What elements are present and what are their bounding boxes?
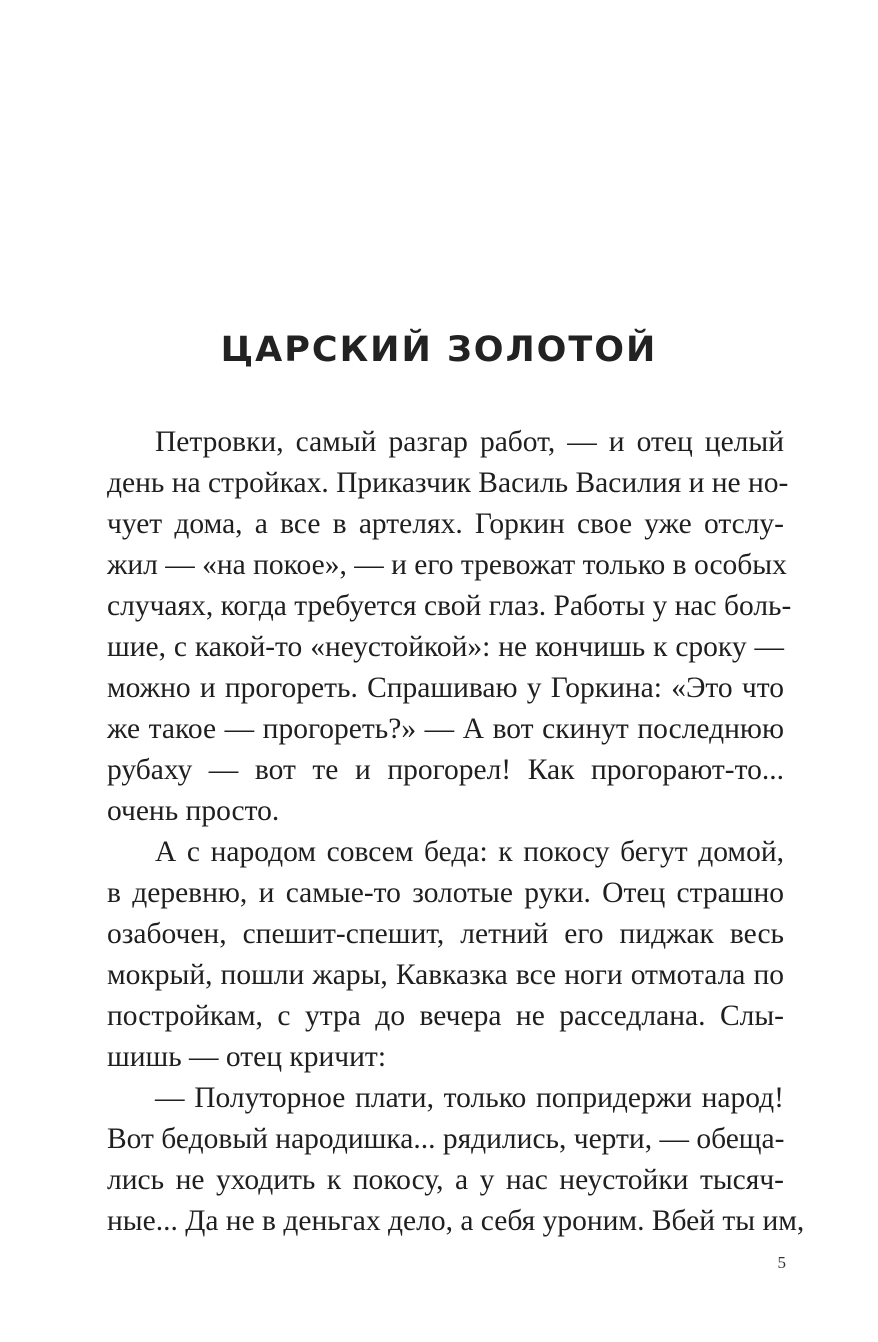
text-line: озабочен, спешит-спешит, летний его пиджак весь: [107, 918, 784, 950]
text-line: жил — «на покое», — и его тревожат только в особых: [107, 549, 787, 581]
text-line: можно и прогореть. Спрашиваю у Горкина: «Это что: [107, 672, 784, 704]
text-line: шишь — отец кричит:: [107, 1041, 387, 1073]
text-line: шие, с какой-то «неустойкой»: не кончишь к сроку —: [107, 631, 784, 663]
text-line: в деревню, и самые-то золотые руки. Отец страшно: [107, 877, 784, 909]
text-line: постройкам, с утра до вечера не расседлана. Слы-: [107, 1000, 784, 1032]
text-line: Петровки, самый разгар работ, — и отец целый: [155, 426, 784, 458]
text-line: рубаху — вот те и прогорел! Как прогорают-то...: [107, 754, 784, 786]
page-number: 5: [777, 1253, 786, 1272]
text-line: очень просто.: [107, 795, 280, 827]
text-line: — Полуторное плати, только попридержи народ!: [155, 1082, 784, 1114]
text-line: день на стройках. Приказчик Василь Василия и не но-: [107, 467, 789, 499]
text-line: мокрый, пошли жары, Кавказка все ноги отмотала по: [107, 959, 784, 991]
text-line: ные... Да не в деньгах дело, а себя уроним. Вбей ты им,: [107, 1205, 805, 1237]
text-line: чует дома, а все в артелях. Горкин свое уже отслу-: [107, 508, 784, 540]
text-line: А с народом совсем беда: к покосу бегут домой,: [155, 836, 784, 868]
text-line: Вот бедовый народишка... рядились, черти, — обеща-: [107, 1123, 785, 1155]
text-line: случаях, когда требуется свой глаз. Работы у нас боль-: [107, 590, 792, 622]
text-line: лись не уходить к покосу, а у нас неустойки тысяч-: [107, 1164, 784, 1196]
text-line: же такое — прогореть?» — А вот скинут последнюю: [107, 713, 784, 745]
chapter-title: ЦАРСКИЙ ЗОЛОТОЙ: [220, 330, 658, 370]
